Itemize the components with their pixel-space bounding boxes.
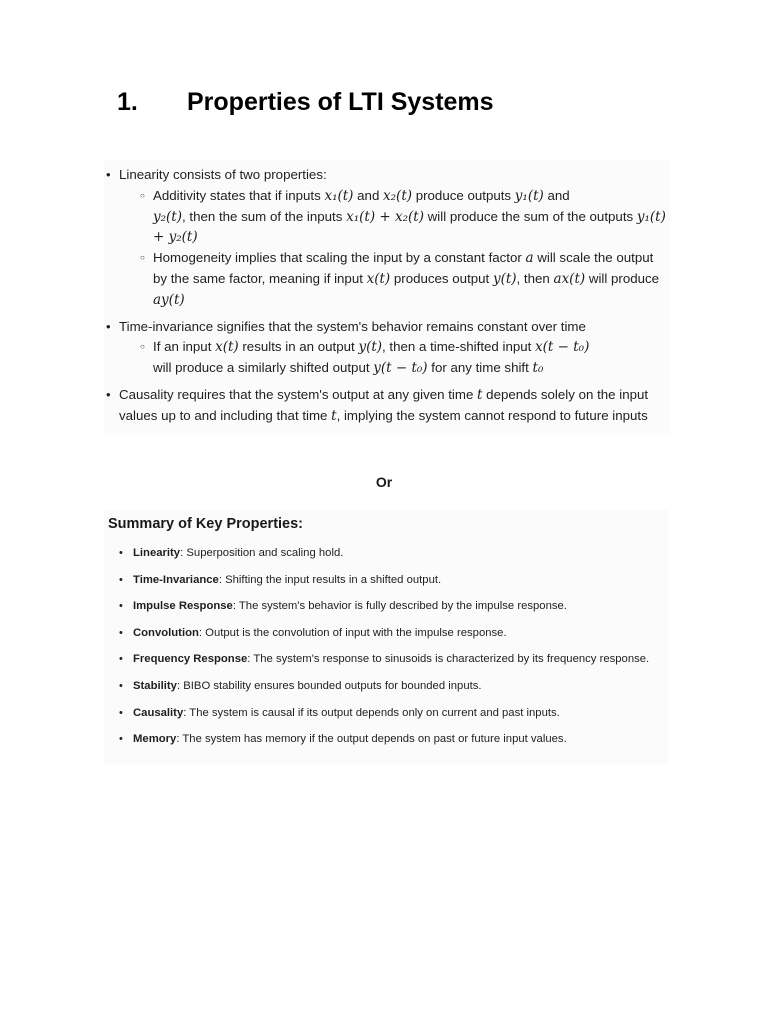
text-run: Causality requires that the system's output at any given time [119,386,478,402]
properties-text-block [104,160,670,435]
summary-term: Time-Invariance [133,573,219,586]
math-expr: y(t − t₀) [373,360,428,377]
section-title: Properties of LTI Systems [187,88,494,116]
summary-block [104,510,668,764]
math-expr: ax(t) [553,270,586,287]
math-expr: ay(t) [153,291,185,308]
text-run: , then a time-shifted input [382,339,536,355]
section-number: 1. [117,88,138,116]
text-run: If an input [153,339,216,355]
page-title [117,88,494,117]
summary-desc: : Superposition and scaling hold. [180,547,344,559]
text-run: produces output [390,270,493,286]
time-shift-item [119,337,670,379]
math-expr: x₁(t) [324,187,354,204]
math-expr: t [331,407,337,424]
math-expr: x₂(t) [383,187,413,204]
text-run: results in an output [238,339,359,355]
time-invariance-intro: Time-invariance signifies that the system's behavior remains constant over time [119,318,586,334]
text-run: will produce a similarly shifted output [153,360,374,376]
math-expr: y₁(t) [514,187,544,204]
math-expr: t₀ [532,360,544,377]
summary-item-linearity [104,543,668,564]
summary-item-stability [104,676,668,697]
math-expr: y₁(t) + y₂(t) [153,208,666,246]
text-run: , then [516,270,554,286]
summary-item-frequency-response [104,649,668,670]
text-run: , implying the system cannot respond to future inputs [336,407,648,423]
math-expr: x₁(t) + x₂(t) [346,208,424,225]
summary-term: Causality [133,706,184,719]
causality-item [104,385,670,427]
time-invariance-sublist [119,337,670,379]
text-run: will produce the sum of the outputs [423,208,637,224]
summary-desc: : Output is the convolution of input with the impulse response. [198,626,507,639]
text-run: depends solely on the input values up to and including that time [119,386,649,423]
text-run: will scale the output by the same factor, meaning if input [153,250,654,286]
summary-title: Summary of Key Properties: [108,516,304,532]
math-expr: x(t) [215,339,239,356]
linearity-sublist [119,186,670,311]
or-separator: Or [375,474,393,490]
math-expr: y(t) [358,339,383,356]
text-run: and [543,187,570,203]
text-run: , then the sum of the inputs [182,208,347,224]
text-run: will produce [585,270,660,286]
text-run: and [353,187,384,203]
math-expr: a [525,250,534,267]
text-run: Homogeneity implies that scaling the input by a constant factor [153,250,526,266]
additivity-item [119,186,670,248]
math-expr: x(t) [366,270,391,287]
text-run: for any time shift [427,360,533,376]
summary-list [104,543,668,750]
math-expr: t [477,386,483,403]
summary-item-convolution [104,623,668,644]
math-expr: x(t − t₀) [535,339,590,356]
summary-item-time-invariance [104,570,668,591]
summary-item-causality [104,703,668,724]
summary-desc: : The system has memory if the output depends on past or future input values. [176,733,567,746]
linearity-intro: Linearity consists of two properties: [119,167,327,182]
summary-desc: : Shifting the input results in a shifted output. [218,573,442,586]
properties-list [104,165,670,427]
summary-term: Impulse Response [133,600,233,613]
homogeneity-item [119,248,670,310]
time-invariance-item [104,317,670,379]
summary-item-impulse-response [104,596,668,617]
text-run: produce outputs [412,187,515,203]
math-expr: y₂(t) [153,208,182,225]
summary-desc: : The system's response to sinusoids is characterized by its frequency response. [247,653,650,666]
summary-item-memory [104,729,668,750]
summary-term: Convolution [133,626,199,639]
summary-term: Stability [133,679,177,692]
math-expr: y(t) [492,270,517,287]
summary-desc: : BIBO stability ensures bounded outputs for bounded inputs. [176,679,482,692]
summary-desc: : The system's behavior is fully described by the impulse response. [232,600,567,613]
summary-term: Frequency Response [133,653,248,666]
summary-desc: : The system is causal if its output depends only on current and past inputs. [183,706,560,719]
summary-term: Linearity [133,547,181,559]
linearity-item [104,165,670,311]
summary-term: Memory [133,733,177,746]
text-run: Additivity states that if inputs [153,187,325,203]
